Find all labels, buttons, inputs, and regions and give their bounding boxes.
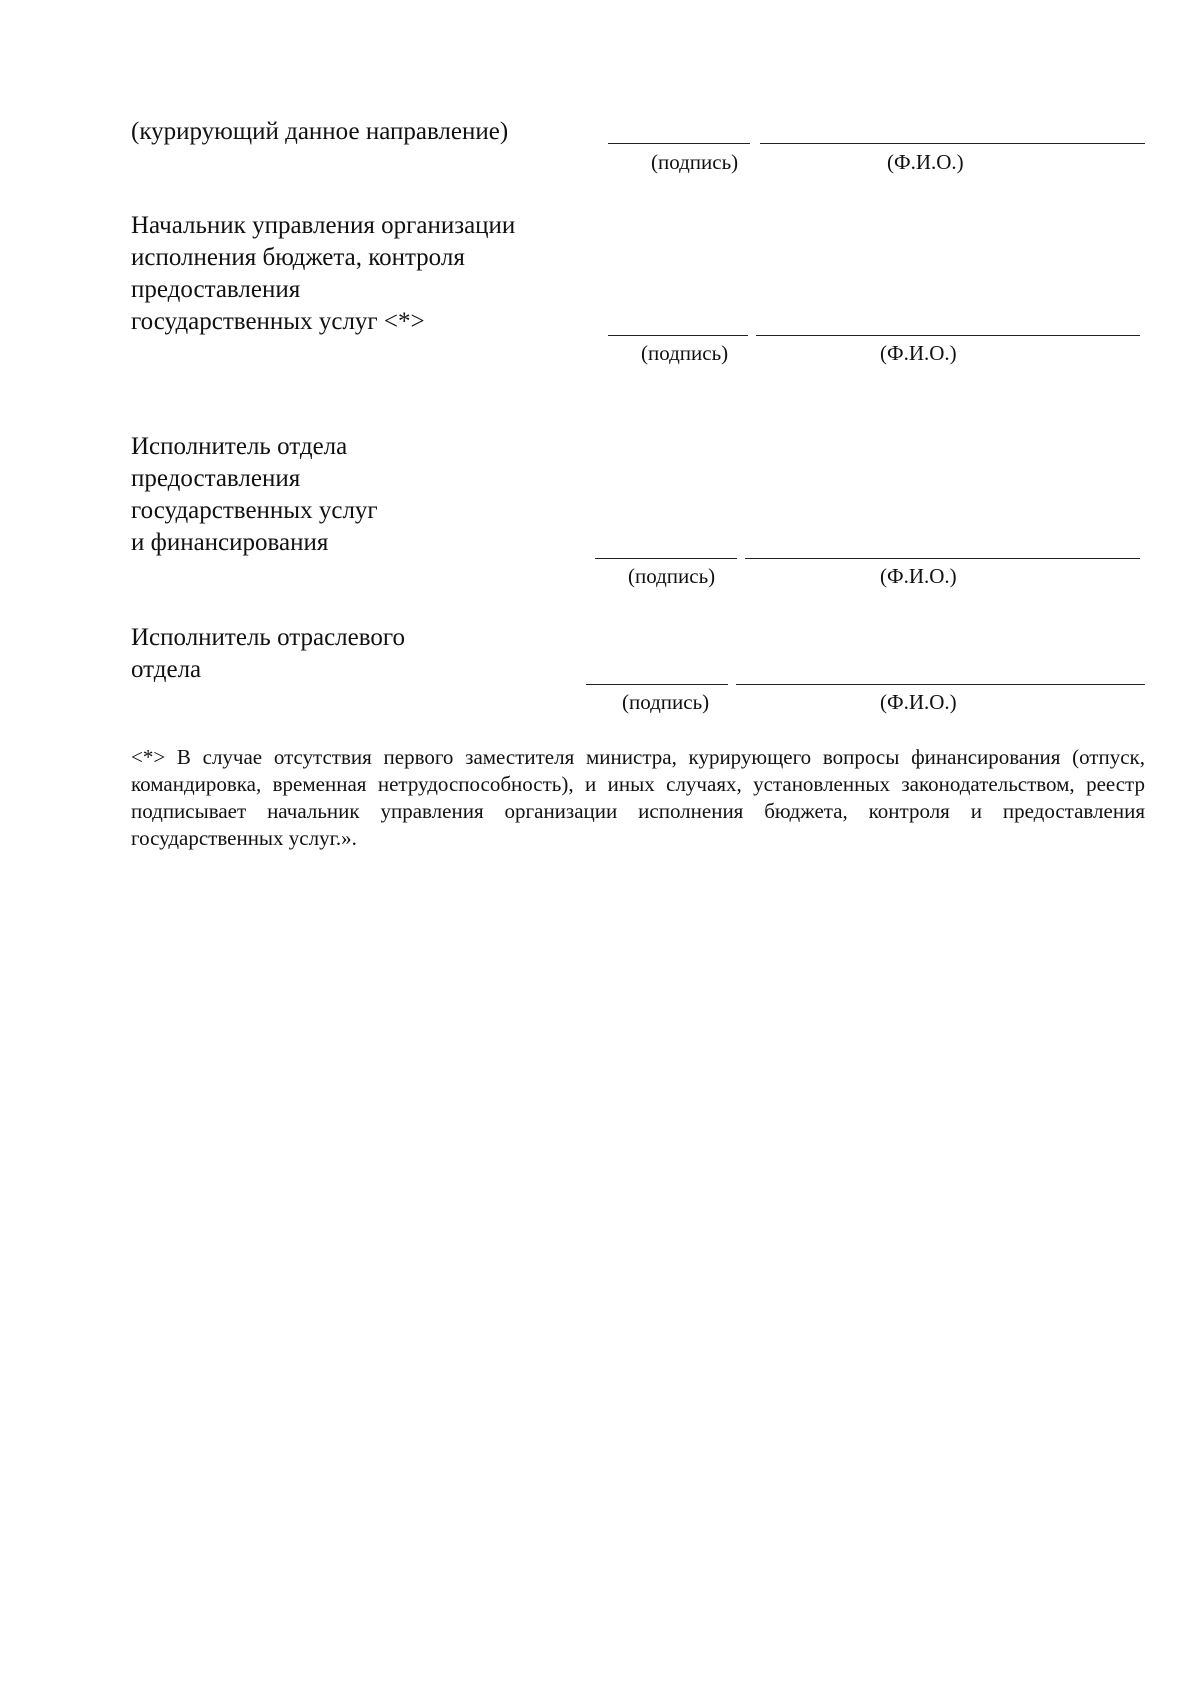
name-caption: (Ф.И.О.) <box>880 341 957 365</box>
signatory-label-head-of-department: Начальник управления организации исполнения бюджета, контроля предоставления государственных услуг <*> <box>131 212 516 335</box>
signature-line <box>595 558 737 559</box>
signature-caption: (подпись) <box>628 564 716 588</box>
signature-line <box>608 335 748 336</box>
name-line <box>736 684 1145 685</box>
name-caption: (Ф.И.О.) <box>887 150 964 174</box>
footnote: <*> В случае отсутствия первого заместителя министра, курирующего вопросы финансирования (отпуск, командировка, временная нетрудоспособность), и иных случаях, установленных законодательством, реестр подписывает начальник управления организации исполнения бюджета, контроля и предоставления государственных услуг.». <box>131 745 1145 850</box>
name-line <box>745 558 1140 559</box>
signatory-label-department-executor: Исполнитель отдела предоставления государственных услуг и финансирования <box>131 433 378 556</box>
signatory-label-supervisor: (курирующий данное направление) <box>131 118 509 145</box>
name-caption: (Ф.И.О.) <box>880 690 957 714</box>
signature-line <box>586 684 728 685</box>
signature-caption: (подпись) <box>622 690 710 714</box>
signature-line <box>608 143 750 144</box>
signature-caption: (подпись) <box>641 341 729 365</box>
signatory-label-sector-executor: Исполнитель отраслевого отдела <box>131 624 406 683</box>
name-caption: (Ф.И.О.) <box>880 564 957 588</box>
name-line <box>760 143 1145 144</box>
name-line <box>756 335 1140 336</box>
signature-caption: (подпись) <box>651 150 739 174</box>
